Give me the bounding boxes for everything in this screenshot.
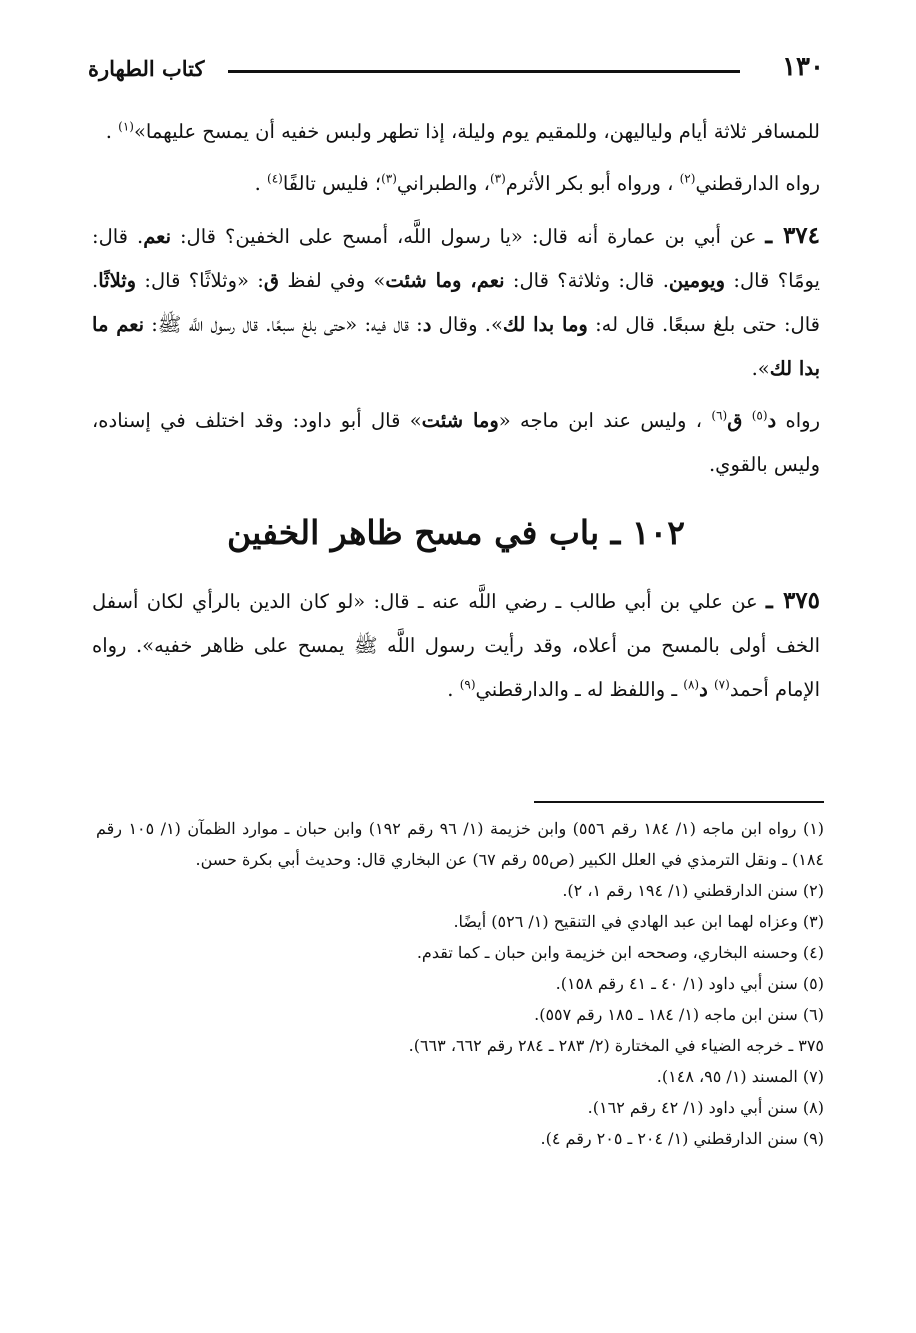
footnote: (١) رواه ابن ماجه (١/ ١٨٤ رقم ٥٥٦) وابن خزيمة (١/ ٩٦ رقم ١٩٢) وابن حبان ـ موارد الظمآن (١/ ١٠٥ رقم ١٨٤) ـ ونقل الترمذي في العلل الكبير (ص٥٥ رقم ٦٧) عن البخاري قال: وحديث أبي بكرة حسن.	[96, 819, 825, 869]
footnote-ref[interactable]: (٩)	[459, 677, 476, 692]
footnote: (٤) وحسنه البخاري، وصححه ابن خزيمة وابن حبان ـ كما تقدم.	[416, 943, 824, 962]
footnote-ref[interactable]: (١)	[118, 119, 134, 134]
footnote-ref[interactable]: (٢)	[679, 171, 696, 186]
page-number: ١٣٠	[782, 52, 824, 82]
footnote-ref[interactable]: (٤)	[267, 171, 283, 186]
footnote: (٨) سنن أبي داود (١/ ٤٢ رقم ١٦٢).	[587, 1098, 824, 1117]
footnote: (٢) سنن الدارقطني (١/ ١٩٤ رقم ١، ٢).	[562, 881, 824, 900]
footnote: (٣) وعزاه لهما ابن عبد الهادي في التنقيح (١/ ٥٢٦) أيضًا.	[453, 912, 824, 931]
hadith-374: ٣٧٤ ـ عن أبي بن عمارة أنه قال: «يا رسول اللَّه، أمسح على الخفين؟ قال: نعم. قال: يومًا؟ قال: ويومين. قال: وثلاثة؟ قال: نعم، وما شئت» وفي لفظ ق: «وثلاثًا؟ قال: وثلاثًا. قال: حتى بلغ سبعًا. قال له: وما بدا لك». وقال د: قال فيه: «حتى بلغ سبعًا. قال رسول اللَّه ﷺ: نعم ما بدا لك».	[92, 222, 820, 380]
footnote: (٥) سنن أبي داود (١/ ٤٠ ـ ٤١ رقم ١٥٨).	[555, 974, 824, 993]
page-header	[88, 52, 824, 92]
paragraph-narration: رواه الدارقطني$^{(٢)}$ ، ورواه أبو بكر الأثرم$^{(٣)}$، والطبراني$^{(٣)}$؛ فليس تالفًا$^{(٤)}$ .	[254, 171, 820, 195]
footnote: ٣٧٥ ـ خرجه الضياء في المختارة (٢/ ٢٨٣ ـ ٢٨٤ رقم ٦٦٢، ٦٦٣).	[408, 1036, 824, 1055]
footnote-ref[interactable]: (٦)	[711, 408, 728, 423]
main-text	[92, 110, 820, 712]
footnote: (٦) سنن ابن ماجه (١/ ١٨٤ ـ ١٨٥ رقم ٥٥٧).	[534, 1005, 824, 1024]
hadith-number: ٣٧٤ ـ	[765, 222, 820, 249]
footnote-ref[interactable]: (٣)	[489, 171, 506, 186]
book-title: كتاب الطهارة	[88, 56, 205, 81]
footnote-ref[interactable]: (٨)	[683, 677, 700, 692]
paragraph-continuation: للمسافر ثلاثة أيام ولياليهن، وللمقيم يوم وليلة، إذا تطهر ولبس خفيه أن يمسح عليهما»$^{(١)}$ .	[105, 119, 820, 143]
hadith-375: ٣٧٥ ـ عن علي بن أبي طالب ـ رضي اللَّه عنه ـ قال: «لو كان الدين بالرأي لكان أسفل الخف أولى بالمسح من أعلاه، وقد رأيت رسول اللَّه ﷺ يمسح على ظاهر خفيه». رواه الإمام أحمد$^{(٧)}$ د$^{(٨)}$ ـ واللفظ له ـ والدارقطني$^{(٩)}$ .	[92, 587, 821, 701]
footnote-separator	[534, 801, 824, 803]
footnotes	[96, 813, 824, 1154]
header-rule	[228, 70, 740, 73]
footnote: (٩) سنن الدارقطني (١/ ٢٠٤ ـ ٢٠٥ رقم ٤).	[540, 1129, 824, 1148]
footnote-ref[interactable]: (٥)	[751, 408, 768, 423]
chapter-heading: ١٠٢ ـ باب في مسح ظاهر الخفين	[226, 513, 686, 552]
hadith-number: ٣٧٥ ـ	[766, 587, 821, 614]
footnote: (٧) المسند (١/ ٩٥، ١٤٨).	[656, 1067, 824, 1086]
footnote-ref[interactable]: (٧)	[713, 677, 730, 692]
footnote-ref[interactable]: (٣)	[381, 171, 397, 186]
paragraph-narration: رواه د$^{(٥)}$ ق$^{(٦)}$ ، وليس عند ابن ماجه «وما شئت» قال أبو داود: وقد اختلف في إسناده، وليس بالقوي.	[92, 408, 820, 476]
